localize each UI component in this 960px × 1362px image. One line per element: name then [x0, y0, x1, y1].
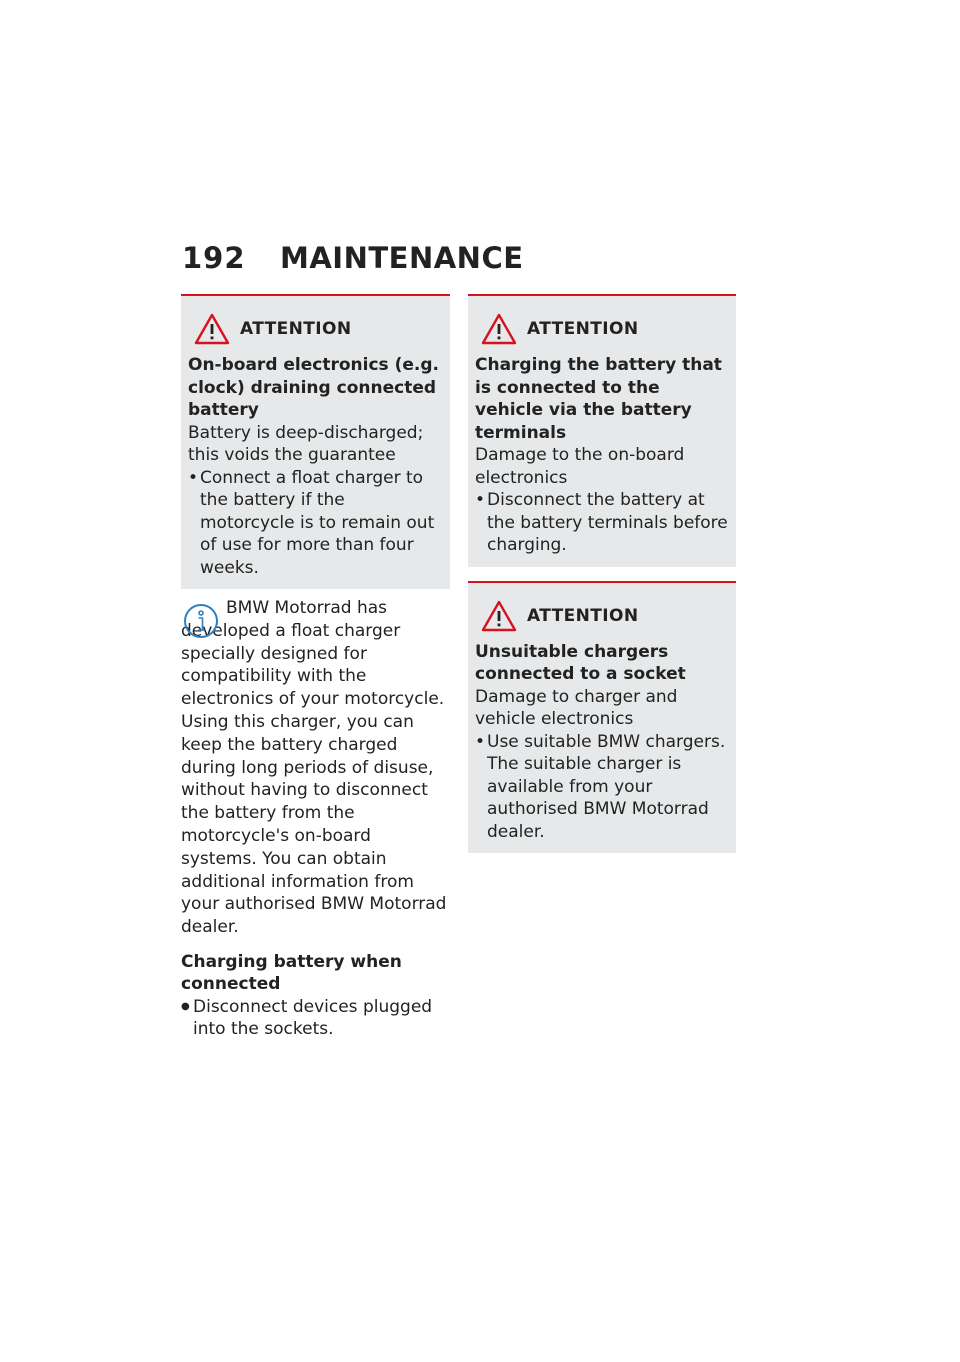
- list-item: • Use suitable BMW chargers. The suitable charger is available from your authorised BMW Motorrad dealer.: [475, 731, 730, 844]
- attention-label: ATTENTION: [240, 319, 352, 339]
- attention-header: [475, 312, 730, 346]
- warning-triangle-icon: [481, 313, 517, 345]
- warning-triangle-icon: [194, 313, 230, 345]
- attention-box-unsuitable-chargers: [468, 581, 736, 854]
- attention-consequence: Damage to charger and vehicle electronics: [475, 686, 678, 729]
- info-icon: [183, 603, 219, 639]
- right-column: [468, 294, 736, 867]
- attention-box-battery-drain: [181, 294, 450, 589]
- attention-actions: [475, 731, 730, 844]
- attention-label: ATTENTION: [527, 605, 639, 626]
- list-item: ● Disconnect devices plugged into the sockets.: [181, 996, 450, 1041]
- procedure-steps: [181, 996, 450, 1041]
- attention-title: On-board electronics (e.g. clock) draining connected battery: [188, 355, 439, 420]
- attention-box-terminal-charging: [468, 294, 736, 567]
- page-header: [182, 241, 524, 281]
- attention-title: Charging the battery that is connected to the vehicle via the battery terminals: [475, 355, 722, 443]
- section-title: MAINTENANCE: [280, 241, 524, 275]
- left-column: [181, 294, 450, 1041]
- procedure-heading: Charging battery when connected: [181, 951, 402, 995]
- attention-consequence: Damage to the on-board electronics: [475, 445, 685, 488]
- list-item: • Connect a float charger to the battery if the motorcycle is to remain out of use for more than four weeks.: [188, 467, 444, 580]
- page-number: 192: [182, 241, 246, 275]
- attention-header: [188, 312, 444, 346]
- attention-actions: [475, 489, 730, 557]
- attention-header: [475, 599, 730, 633]
- attention-label: ATTENTION: [527, 319, 639, 339]
- attention-actions: [188, 467, 444, 580]
- attention-consequence: Battery is deep-discharged; this voids the guarantee: [188, 422, 424, 465]
- warning-triangle-icon: [481, 600, 517, 632]
- list-item: • Disconnect the battery at the battery terminals before charging.: [475, 489, 730, 557]
- info-text: BMW Motorrad has developed a float charger specially designed for compatibility with the electronics of your motorcycle. Using this charger, you can keep the battery charged during long periods of disuse, without having to disconnect the battery from the motorcycle's on-board systems. You can obtain additional information from your authorised BMW Motorrad dealer.: [181, 598, 447, 938]
- attention-title: Unsuitable chargers connected to a socket: [475, 641, 686, 684]
- info-note: [181, 597, 450, 939]
